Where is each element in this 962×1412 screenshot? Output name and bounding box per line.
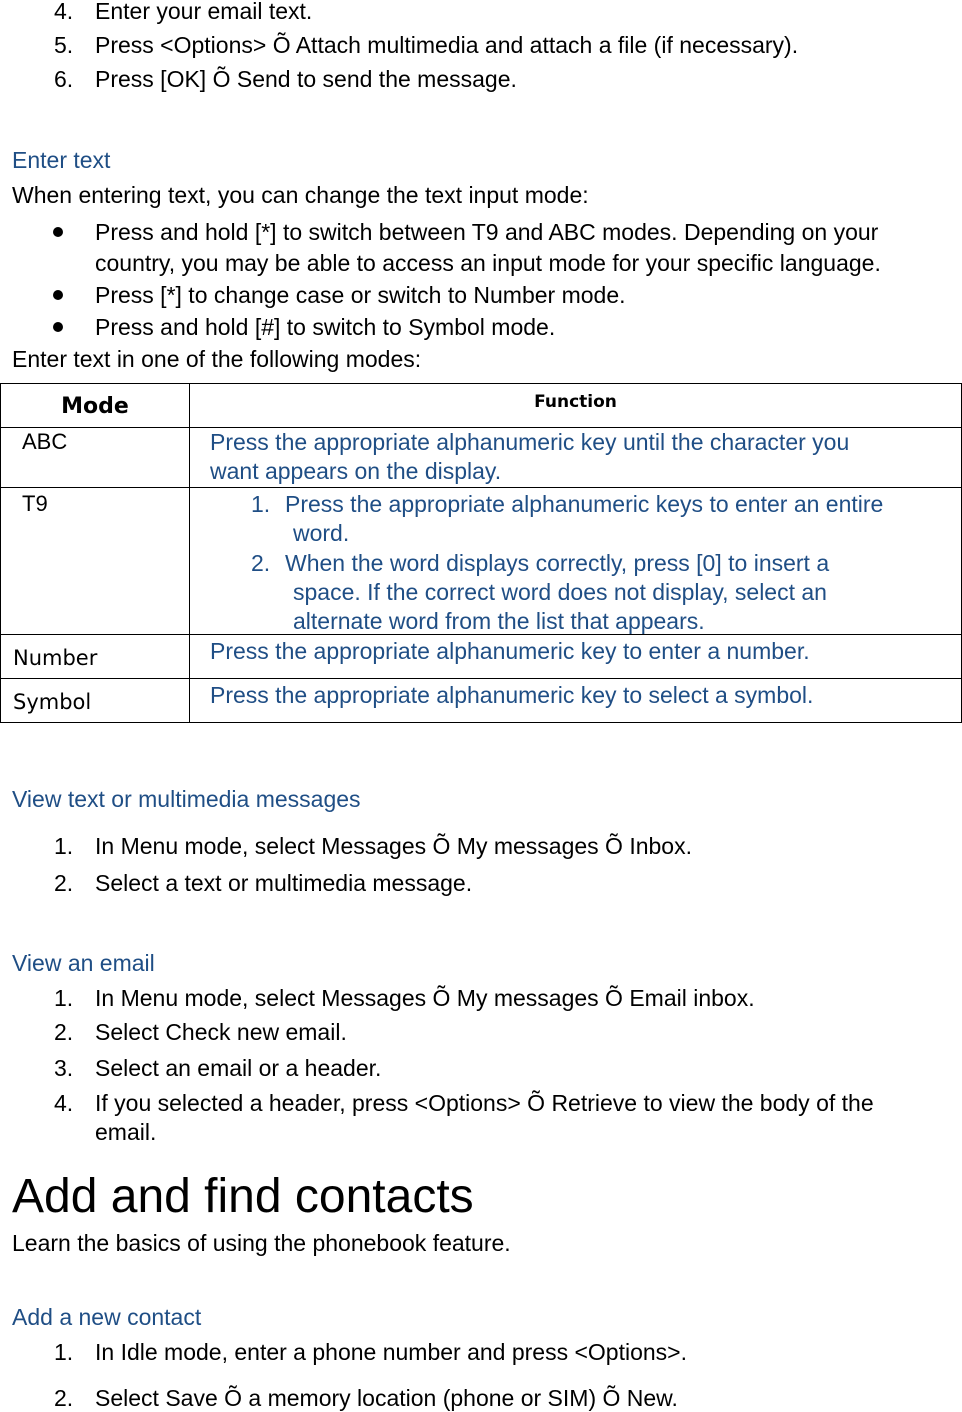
function-text: word.	[293, 520, 350, 546]
section-heading-add-contact: Add a new contact	[12, 1304, 202, 1330]
function-text: Press the appropriate alphanumeric key to select a symbol.	[210, 682, 814, 708]
function-text: alternate word from the list that appears.	[293, 608, 705, 634]
step-number: 1.	[251, 491, 271, 517]
function-cell	[190, 679, 962, 723]
list-item-text: Press [OK] Õ Send to send the message.	[95, 66, 517, 92]
list-item-text: In Menu mode, select Messages Õ My messages Õ Inbox.	[95, 833, 692, 859]
list-number: 4.	[54, 1090, 74, 1116]
function-cell	[190, 635, 962, 679]
list-number: 6.	[54, 66, 74, 92]
table-row	[1, 428, 962, 488]
paragraph-table-intro: Enter text in one of the following modes:	[12, 346, 422, 372]
mode-cell	[1, 428, 190, 488]
mode-label: ABC	[22, 429, 68, 454]
list-number: 2.	[54, 1385, 74, 1411]
list-item-text: If you selected a header, press <Options> Õ Retrieve to view the body of the	[95, 1090, 874, 1116]
paragraph-intro: When entering text, you can change the text input mode:	[12, 182, 589, 208]
section-heading-view-messages: View text or multimedia messages	[12, 786, 361, 812]
section-heading-enter-text: Enter text	[12, 147, 111, 173]
list-number: 2.	[54, 1019, 74, 1045]
column-header-function: Function	[190, 384, 962, 428]
list-item-text: Select Save Õ a memory location (phone or SIM) Õ New.	[95, 1385, 678, 1411]
list-item-text: Press <Options> Õ Attach multimedia and attach a file (if necessary).	[95, 32, 799, 58]
function-text: Press the appropriate alphanumeric key until the character you	[210, 429, 850, 455]
function-text: When the word displays correctly, press [0] to insert a	[285, 550, 830, 576]
mode-label: Number	[13, 646, 98, 670]
bullet-dot	[53, 290, 63, 300]
list-number: 1.	[54, 833, 74, 859]
list-item-text: In Menu mode, select Messages Õ My messages Õ Email inbox.	[95, 985, 755, 1011]
modes-table	[0, 383, 962, 723]
column-header-mode: Mode	[1, 384, 190, 428]
list-item-text: Enter your email text.	[95, 0, 313, 24]
list-number: 1.	[54, 985, 74, 1011]
function-text: space. If the correct word does not display, select an	[293, 579, 827, 605]
list-item-text: Select an email or a header.	[95, 1055, 382, 1081]
table-row	[1, 635, 962, 679]
paragraph-contacts-intro: Learn the basics of using the phonebook feature.	[12, 1230, 511, 1256]
mode-cell	[1, 488, 190, 635]
list-number: 5.	[54, 32, 74, 58]
bullet-dot	[53, 227, 63, 237]
list-item-text: Select Check new email.	[95, 1019, 347, 1045]
list-number: 4.	[54, 0, 74, 24]
bullet-text: Press and hold [*] to switch between T9 and ABC modes. Depending on your	[95, 219, 879, 245]
bullet-dot	[53, 322, 63, 332]
list-item-text: In Idle mode, enter a phone number and press <Options>.	[95, 1339, 687, 1365]
section-heading-view-email: View an email	[12, 950, 155, 976]
bullet-text: country, you may be able to access an input mode for your specific language.	[95, 250, 881, 276]
mode-cell	[1, 635, 190, 679]
list-item-text: Select a text or multimedia message.	[95, 870, 473, 896]
bullet-text: Press [*] to change case or switch to Number mode.	[95, 282, 626, 308]
list-number: 3.	[54, 1055, 74, 1081]
list-item-text: email.	[95, 1119, 157, 1145]
table-header-row	[1, 384, 962, 428]
mode-cell	[1, 679, 190, 723]
table-row	[1, 488, 962, 635]
function-cell	[190, 488, 962, 635]
function-cell	[190, 428, 962, 488]
function-text: want appears on the display.	[210, 458, 502, 484]
page-title: Add and find contacts	[12, 1170, 474, 1223]
list-number: 2.	[54, 870, 74, 896]
step-number: 2.	[251, 550, 271, 576]
list-number: 1.	[54, 1339, 74, 1365]
function-text: Press the appropriate alphanumeric keys to enter an entire	[285, 491, 884, 517]
table-row	[1, 679, 962, 723]
mode-label: T9	[22, 491, 48, 516]
function-text: Press the appropriate alphanumeric key to enter a number.	[210, 638, 810, 664]
mode-label: Symbol	[13, 690, 92, 714]
bullet-text: Press and hold [#] to switch to Symbol mode.	[95, 314, 556, 340]
